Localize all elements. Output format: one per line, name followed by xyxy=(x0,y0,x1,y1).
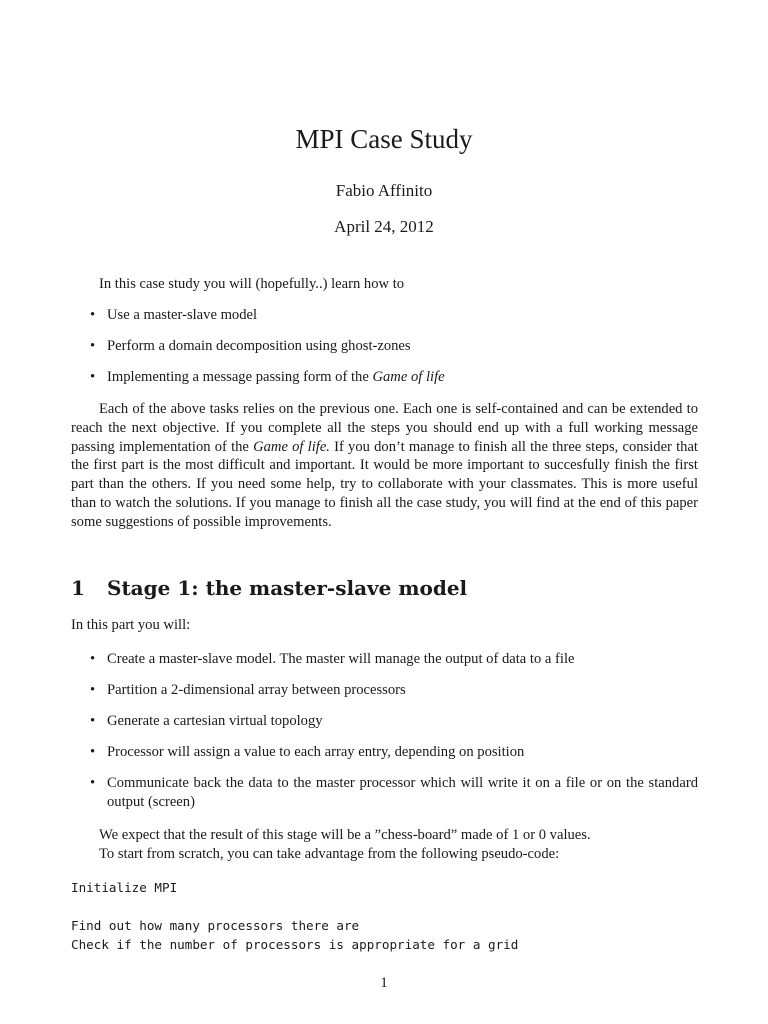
list-item: • Create a master-slave model. The master will manage the output of data to a file xyxy=(90,651,575,667)
intro-paragraph: Each of the above tasks relies on the previous one. Each one is self-contained and can be extended to reach the next objective. If you complete all the steps you should end up with a full working message passing implementation of the Game of life. If you don’t manage to finish all the three steps, consider that the first part is the most difficult and important. It would be more important to succesfully finish the first part than the others. If you need some help, try to collaborate with your classmates. This is more useful than to watch the solutions. If you manage to finish all the case study, you will find at the end of this paper some suggestions of possible improvements. xyxy=(71,401,698,530)
paper-title: MPI Case Study xyxy=(295,124,473,154)
list-item: • Partition a 2-dimensional array between processors xyxy=(90,682,406,698)
list-item: • Use a master-slave model xyxy=(90,307,258,323)
section-bullet-list xyxy=(71,712,698,731)
list-item: • Perform a domain decomposition using ghost-zones xyxy=(90,338,411,354)
bullet-icon: • xyxy=(90,682,96,698)
intro-lead: In this case study you will (hopefully..) learn how to xyxy=(99,276,405,292)
paper-date: April 24, 2012 xyxy=(334,217,434,236)
list-item: • Implementing a message passing form of the Game of life xyxy=(90,369,445,385)
bullet-icon: • xyxy=(90,744,96,760)
code-line: Check if the number of processors is appropriate for a grid xyxy=(71,937,519,952)
section-title: Stage 1: the master-slave model xyxy=(107,576,468,600)
code-line: Find out how many processors there are xyxy=(71,918,360,933)
intro-bullet-list xyxy=(71,306,698,325)
bullet-icon: • xyxy=(90,307,96,323)
page-number: 1 xyxy=(380,975,388,991)
list-item: • Processor will assign a value to each array entry, depending on position xyxy=(90,744,525,760)
section-bullet-list xyxy=(71,681,698,700)
game-of-life-italic: Game of life xyxy=(372,369,445,385)
expect-paragraph: We expect that the result of this stage will be a ”chess-board” made of 1 or 0 values. xyxy=(99,827,591,843)
author-name: Fabio Affinito xyxy=(335,181,433,200)
section-bullet-list xyxy=(71,774,698,812)
bullet-icon: • xyxy=(90,338,96,354)
section-number: 1 xyxy=(71,576,85,600)
list-item: • Communicate back the data to the master processor which will write it on a file or on the standard output (screen) xyxy=(90,775,698,810)
intro-bullet-list xyxy=(71,368,698,387)
intro-bullet-list xyxy=(71,337,698,356)
bullet-icon: • xyxy=(90,775,96,791)
scratch-paragraph: To start from scratch, you can take advantage from the following pseudo-code: xyxy=(99,846,560,862)
bullet-icon: • xyxy=(90,369,96,385)
section-bullet-list xyxy=(71,743,698,762)
bullet-icon: • xyxy=(90,651,96,667)
code-line: Initialize MPI xyxy=(71,880,178,895)
list-item: • Generate a cartesian virtual topology xyxy=(90,713,323,729)
section-bullet-list xyxy=(71,650,698,669)
bullet-icon: • xyxy=(90,713,96,729)
section-heading xyxy=(71,576,467,600)
section-lead: In this part you will: xyxy=(71,617,191,633)
